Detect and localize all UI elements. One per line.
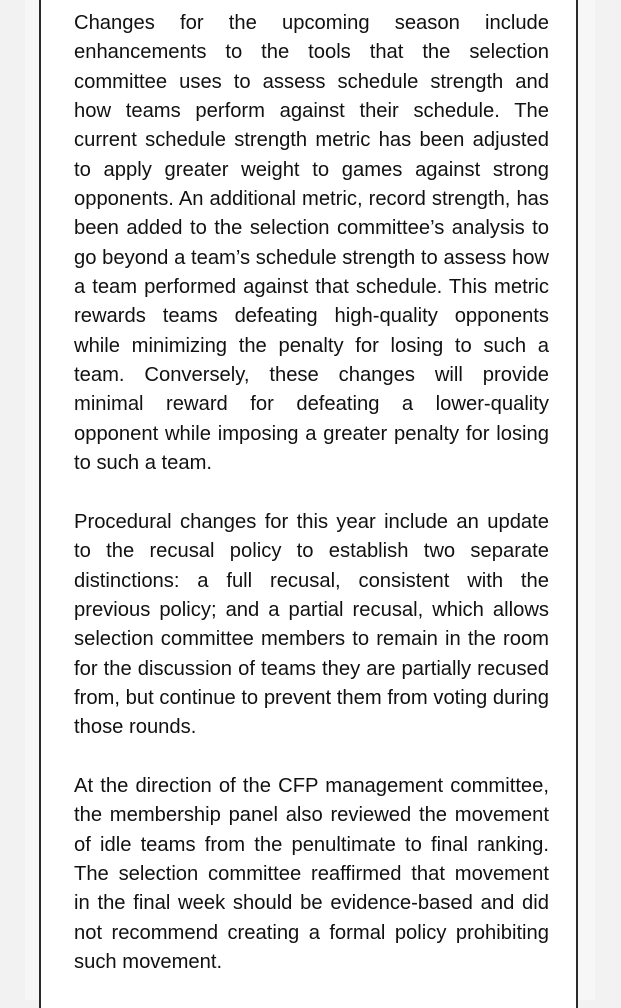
article-content bbox=[74, 9, 549, 977]
season-tool-changes-paragraph: Changes for the upcoming season include enhancements to the tools that the selection committee uses to assess schedule strength and how teams perform against their schedule. The current schedule strength metric has been adjusted to apply greater weight to games against strong opponents. An additional metric, record strength, has been added to the selection committee’s analysis to go beyond a team’s schedule strength to assess how a team performed against that schedule. This metric rewards teams defeating high-quality opponents while minimizing the penalty for losing to such a team. Conversely, these changes will provide minimal reward for defeating a lower-quality opponent while imposing a greater penalty for losing to such a team. bbox=[74, 12, 549, 475]
document-card bbox=[39, 0, 578, 1008]
recusal-policy-paragraph: Procedural changes for this year include an update to the recusal policy to establish two separate distinctions: a full recusal, consistent with the previous policy; and a partial recusal, which allows selection committee members to remain in the room for the discussion of teams they are partially recused from, but continue to prevent them from voting during those rounds. bbox=[74, 510, 549, 739]
idle-team-movement-paragraph: At the direction of the CFP management committee, the membership panel also reviewed the movement of idle teams from the penultimate to final ranking. The selection committee reaffirmed that movement in the final week should be evidence-based and did not recommend creating a formal policy prohibiting such movement. bbox=[74, 774, 549, 973]
